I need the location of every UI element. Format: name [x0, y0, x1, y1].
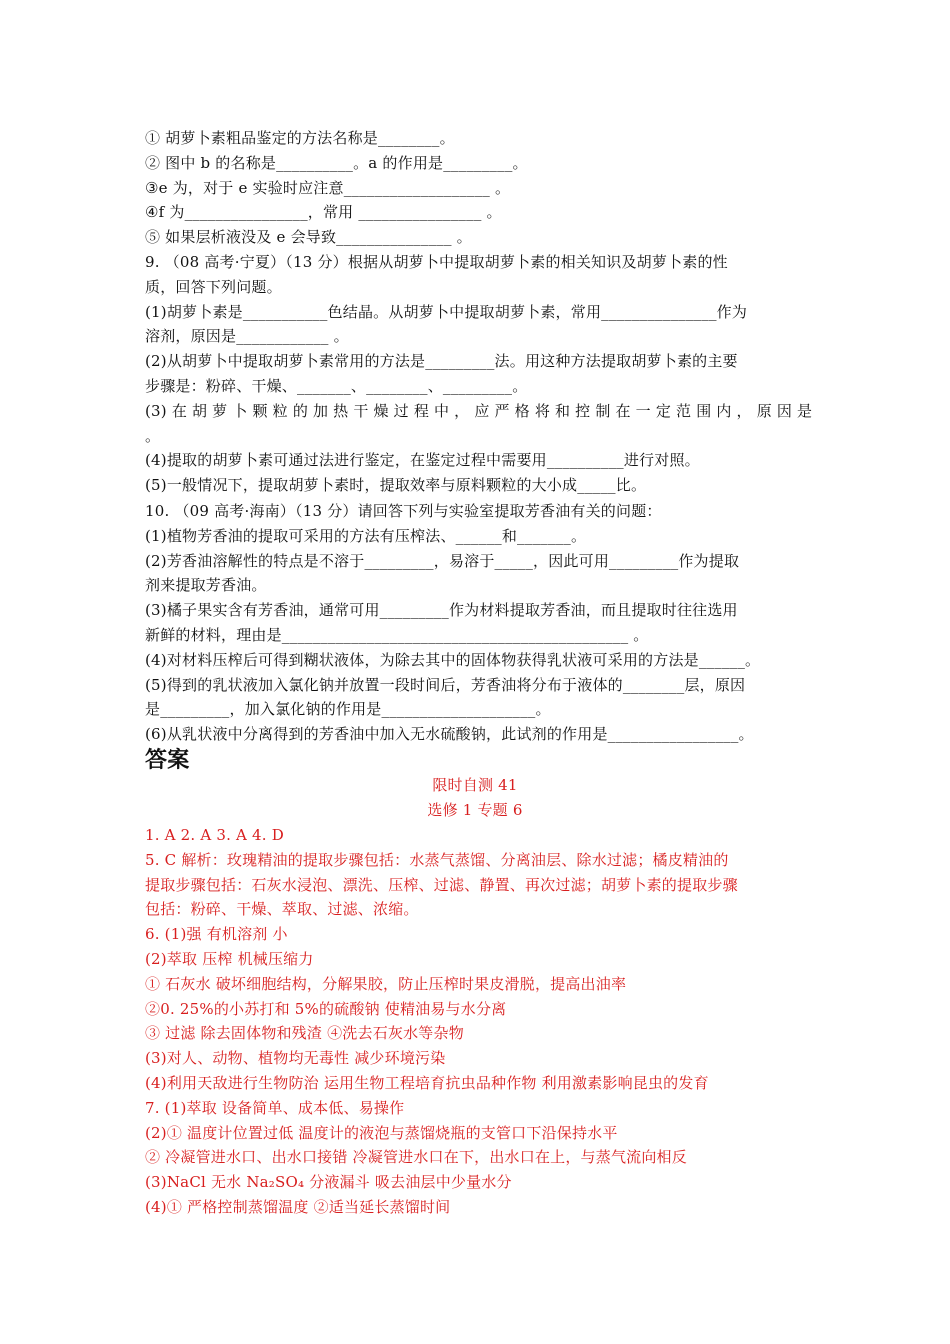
q8-line: ② 图中 b 的名称是__________。a 的作用是_________。	[145, 153, 528, 172]
q9-line: (4)提取的胡萝卜素可通过法进行鉴定，在鉴定过程中需要用__________进行对照。	[145, 451, 700, 470]
q10-line: 新鲜的材料，理由是_____________________________________________ 。	[145, 626, 649, 644]
answer-line: 包括：粉碎、干燥、萃取、过滤、浓缩。	[145, 900, 419, 919]
answer-line: (4)利用天敌进行生物防治 运用生物工程培育抗虫品种作物 利用激素影响昆虫的发育	[145, 1074, 709, 1092]
q9-line: (5)一般情况下，提取胡萝卜素时，提取效率与原料颗粒的大小成_____比。	[145, 476, 647, 495]
q10-line: (1)植物芳香油的提取可采用的方法有压榨法、______和_______。	[145, 526, 587, 545]
answer-line: 6. (1)强 有机溶剂 小	[145, 925, 288, 944]
answers-heading: 答案	[145, 748, 190, 773]
q10-line: 剂来提取芳香油。	[145, 576, 267, 595]
answers-subtitle: 选修 1 专题 6	[427, 801, 523, 819]
q10-line: 10. （09 高考·海南）（13 分）请回答下列与实验室提取芳香油有关的问题：	[145, 502, 662, 520]
q9-line: (2)从胡萝卜中提取胡萝卜素常用的方法是_________法。用这种方法提取胡萝卜素的主要	[145, 352, 738, 371]
answer-line: ② 冷凝管进水口、出水口接错 冷凝管进水口在下，出水口在上，与蒸气流向相反	[145, 1148, 687, 1167]
q8-line: ③e 为，对于 e 实验时应注意___________________ 。	[145, 178, 511, 197]
answers-title: 限时自测 41	[432, 776, 518, 794]
q9-line: 步骤是：粉碎、干燥、_______、________、_________。	[145, 377, 528, 395]
q10-line: (6)从乳状液中分离得到的芳香油中加入无水硫酸钠，此试剂的作用是_________________。	[145, 725, 754, 744]
q9-line: 9. （08 高考·宁夏）（13 分）根据从胡萝卜中提取胡萝卜素的相关知识及胡萝卜素的性	[145, 253, 728, 271]
q10-line: (3)橘子果实含有芳香油，通常可用_________作为材料提取芳香油，而且提取时往往选用	[145, 601, 738, 620]
answer-line: (3)NaCl 无水 Na₂SO₄ 分液漏斗 吸去油层中少量水分	[145, 1173, 512, 1192]
answer-line: ③ 过滤 除去固体物和残渣 ④洗去石灰水等杂物	[145, 1024, 464, 1043]
q9-line: 溶剂，原因是____________ 。	[145, 327, 349, 346]
answer-line: (3)对人、动物、植物均无毒性 减少环境污染	[145, 1049, 446, 1068]
q9-line: (3) 在 胡 萝 卜 颗 粒 的 加 热 干 燥 过 程 中 ， 应 严 格 将 和 控 制 在 一 定 范 围 内 ， 原 因 是	[145, 401, 813, 420]
q8-line: ⑤ 如果层析液没及 e 会导致_______________ 。	[145, 228, 472, 247]
q10-line: (2)芳香油溶解性的特点是不溶于_________，易溶于_____，因此可用_________作为提取	[145, 551, 740, 570]
q10-line: 是_________，加入氯化钠的作用是____________________。	[145, 700, 551, 719]
answer-line: (2)萃取 压榨 机械压缩力	[145, 950, 314, 968]
q8-line: ① 胡萝卜素粗品鉴定的方法名称是________。	[145, 129, 455, 147]
answer-line: (2)① 温度计位置过低 温度计的液泡与蒸馏烧瓶的支管口下沿保持水平	[145, 1123, 618, 1142]
q10-line: (4)对材料压榨后可得到糊状液体，为除去其中的固体物获得乳状液可采用的方法是______。	[145, 650, 761, 669]
answer-line: 提取步骤包括：石灰水浸泡、漂洗、压榨、过滤、静置、再次过滤；胡萝卜素的提取步骤	[145, 875, 738, 894]
answer-line: ②0. 25%的小苏打和 5%的硫酸钠 使精油易与水分离	[145, 999, 507, 1018]
q8-line: ④f 为________________，常用 ________________ 。	[145, 203, 502, 222]
answer-line: 5. C 解析：玫瑰精油的提取步骤包括：水蒸气蒸馏、分离油层、除水过滤；橘皮精油的	[145, 850, 729, 869]
answer-line: 7. (1)萃取 设备简单、成本低、易操作	[145, 1098, 405, 1117]
answer-line: ① 石灰水 破坏细胞结构，分解果胶，防止压榨时果皮滑脱，提高出油率	[145, 974, 627, 993]
q9-line: 。	[145, 426, 161, 445]
answer-line: (4)① 严格控制蒸馏温度 ②适当延长蒸馏时间	[145, 1198, 451, 1216]
q9-line: (1)胡萝卜素是___________色结晶。从胡萝卜中提取胡萝卜素，常用_______________作为	[145, 302, 748, 321]
q10-line: (5)得到的乳状液加入氯化钠并放置一段时间后，芳香油将分布于液体的________层，原因	[145, 675, 746, 694]
q9-line: 质，回答下列问题。	[145, 277, 282, 296]
answer-line: 1. A 2. A 3. A 4. D	[145, 826, 284, 844]
